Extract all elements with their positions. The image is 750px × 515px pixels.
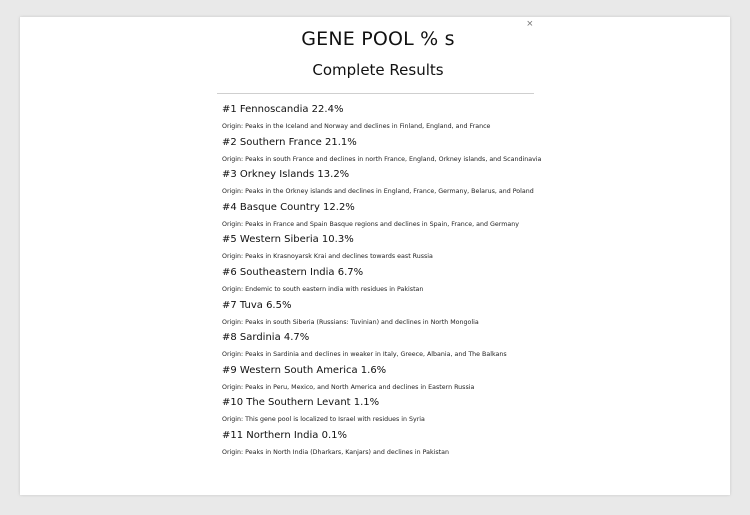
result-origin: Origin: Peaks in south France and declines in north France, England, Orkney islands, and Scandinavia [222,155,542,163]
result-item [222,233,542,263]
results-modal [20,17,730,495]
result-item [222,201,542,231]
result-item [222,331,542,361]
result-origin: Origin: Peaks in south Siberia (Russians: Tuvinian) and declines in North Mongolia [222,318,479,326]
result-origin: Origin: Peaks in Sardinia and declines in weaker in Italy, Greece, Albania, and The Balkans [222,351,507,359]
result-origin: Origin: Peaks in the Iceland and Norway and declines in Finland, England, and France [222,123,491,130]
result-item [222,136,542,166]
result-origin: Origin: Endemic to south eastern india with residues in Pakistan [222,285,424,293]
result-item [222,103,542,133]
result-title: #1 Fennoscandia 22.4% [222,104,344,115]
result-title: #4 Basque Country 12.2% [222,201,355,213]
page-title: GENE POOL % s [301,28,455,50]
result-title: #10 The Southern Levant 1.1% [222,397,380,409]
result-origin: Origin: Peaks in France and Spain Basque regions and declines in Spain, France, and Germany [222,220,519,228]
result-title: #8 Sardinia 4.7% [222,332,310,344]
result-origin: Origin: Peaks in Krasnoyarsk Krai and declines towards east Russia [222,253,433,261]
result-origin: Origin: This gene pool is localized to Israel with residues in Syria [222,416,425,424]
result-item [222,396,542,426]
result-title: #5 Western Siberia 10.3% [222,234,354,246]
result-item [222,168,542,198]
result-title: #2 Southern France 21.1% [222,136,357,148]
close-icon[interactable]: × [526,18,533,30]
page-subtitle: Complete Results [312,61,444,79]
result-title: #9 Western South America 1.6% [222,364,387,376]
result-origin: Origin: Peaks in Peru, Mexico, and North America and declines in Eastern Russia [222,383,475,391]
result-item [222,429,542,459]
result-item [222,364,542,394]
result-item [222,266,542,296]
result-item [222,299,542,329]
results-list [222,103,542,462]
result-title: #3 Orkney Islands 13.2% [222,169,350,181]
title-divider [217,93,534,94]
result-title: #11 Northern India 0.1% [222,429,347,441]
result-title: #6 Southeastern India 6.7% [222,266,364,278]
result-origin: Origin: Peaks in North India (Dharkars, Kanjars) and declines in Pakistan [222,448,449,456]
result-origin: Origin: Peaks in the Orkney islands and declines in England, France, Germany, Belarus, and Poland [222,188,534,196]
result-title: #7 Tuva 6.5% [222,299,292,311]
